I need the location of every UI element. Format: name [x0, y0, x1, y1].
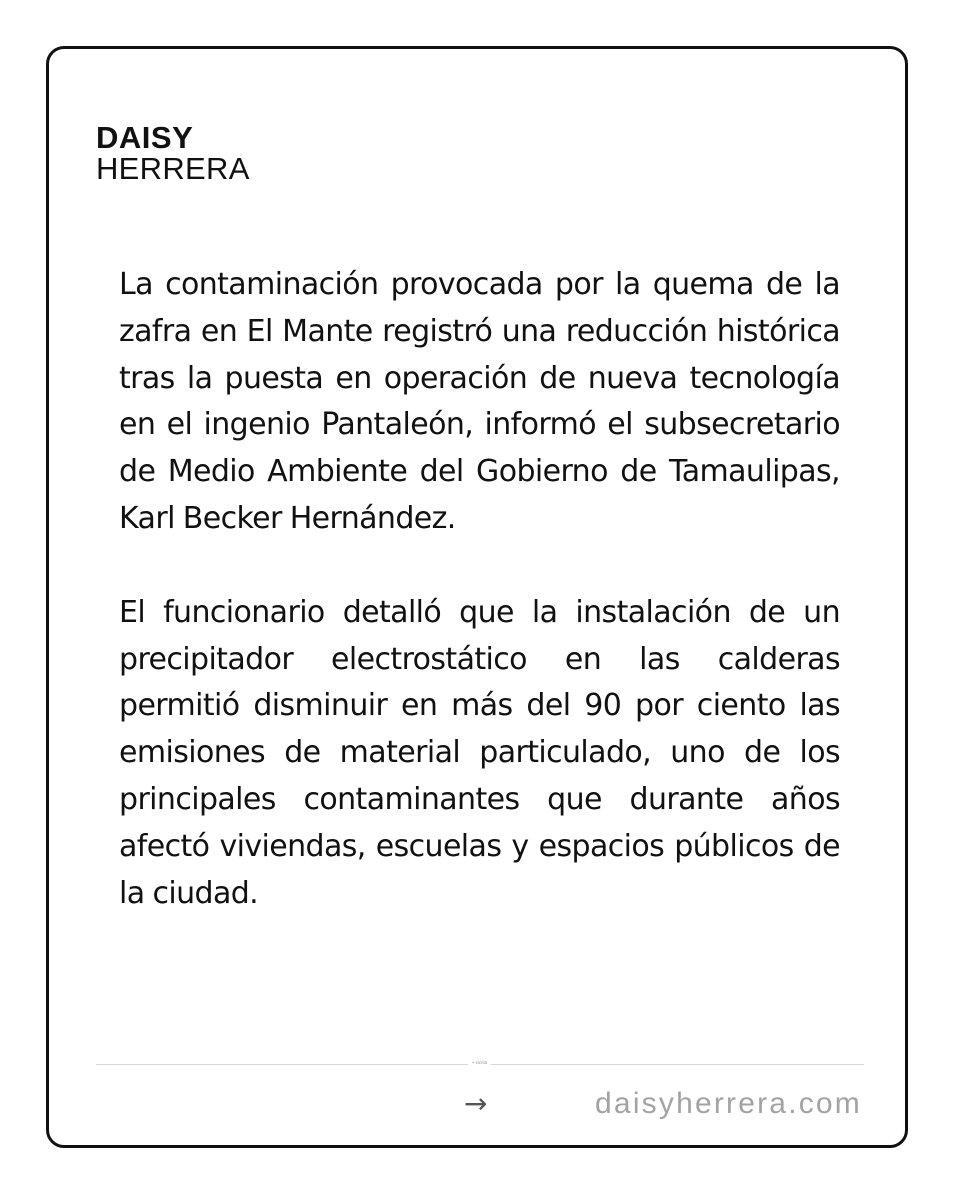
article-paragraph-2: El funcionario detalló que la instalación de un precipitador electrostático en las calderas permitió disminuir en más del 90 por ciento las emisiones de material particulado, uno de los principales contaminantes que durante años afectó viviendas, escuelas y espacios públicos de la ciudad.	[119, 594, 840, 911]
arrow-right-icon[interactable]: →	[464, 1087, 488, 1120]
brand-logo	[96, 122, 250, 184]
website-link[interactable]: daisyherrera.com	[595, 1087, 862, 1120]
divider-mark: • sicnla	[472, 1060, 488, 1065]
brand-first-name: DAISY	[96, 120, 194, 155]
article-body	[119, 262, 840, 964]
footer-divider-left	[96, 1064, 468, 1065]
footer-divider-right	[491, 1064, 864, 1065]
article-paragraph-1: La contaminación provocada por la quema de la zafra en El Mante registró una reducción histórica tras la puesta en operación de nueva tecnología en el ingenio Pantaleón, informó el subsecretario de Medio Ambiente del Gobierno de Tamaulipas, Karl Becker Hernández.	[119, 267, 840, 536]
brand-last-name: HERRERA	[96, 151, 250, 186]
